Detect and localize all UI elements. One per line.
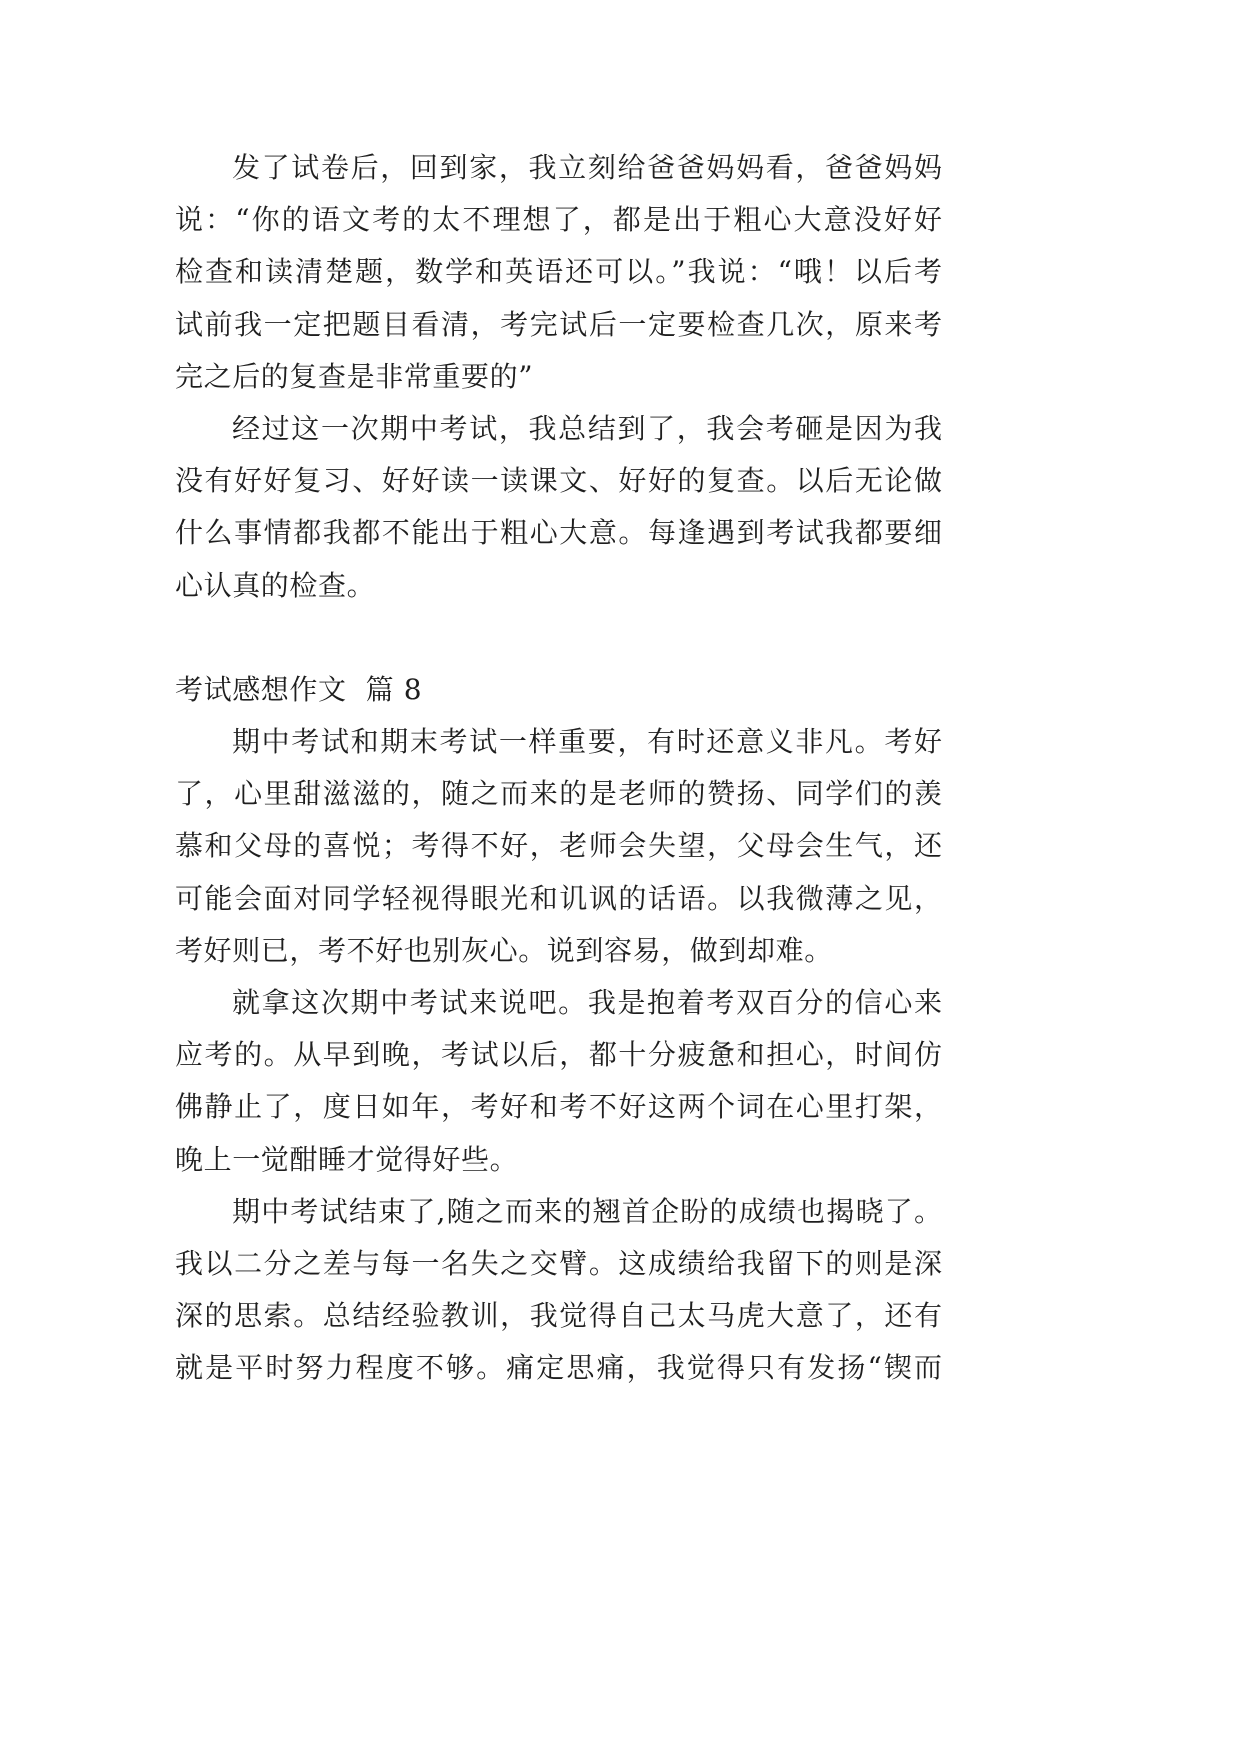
paragraph-line: 可能会面对同学轻视得眼光和讥讽的话语。以我微薄之见， — [175, 881, 942, 915]
paragraph-line: 佛静止了，度日如年，考好和考不好这两个词在心里打架， — [175, 1090, 942, 1124]
blank-line — [175, 612, 942, 664]
text-column — [175, 142, 942, 1395]
paragraph-line: 就拿这次期中考试来说吧。我是抱着考双百分的信心来 — [232, 986, 942, 1019]
paragraph-line: 没有好好复习、好好读一读课文、好好的复查。以后无论做 — [175, 464, 942, 498]
paragraph-line: 心认真的检查。 — [175, 568, 376, 602]
paragraph-3 — [175, 716, 942, 977]
paragraph-line: 了，心里甜滋滋的，随之而来的是老师的赞扬、同学们的羡 — [175, 777, 942, 811]
paragraph-line: 期中考试结束了,随之而来的翘首企盼的成绩也揭晓了。 — [232, 1194, 942, 1228]
paragraph-line: 期中考试和期末考试一样重要，有时还意义非凡。考好 — [232, 725, 942, 759]
paragraph-line: 晚上一觉酣睡才觉得好些。 — [175, 1142, 519, 1176]
paragraph-line: 慕和父母的喜悦；考得不好，老师会失望，父母会生气，还 — [175, 829, 942, 863]
paragraph-line: 应考的。从早到晚，考试以后，都十分疲惫和担心，时间仿 — [175, 1038, 942, 1072]
paragraph-line: 发了试卷后，回到家，我立刻给爸爸妈妈看，爸爸妈妈 — [232, 151, 942, 184]
paragraph-line: 考好则已，考不好也别灰心。说到容易，做到却难。 — [175, 933, 833, 967]
paragraph-line: 经过这一次期中考试，我总结到了，我会考砸是因为我 — [232, 411, 942, 445]
paragraph-line: 完之后的复查是非常重要的” — [175, 359, 534, 393]
paragraph-2 — [175, 403, 942, 612]
paragraph-line: 检查和读清楚题，数学和英语还可以。”我说：“哦！以后考 — [175, 255, 942, 289]
paragraph-4 — [175, 977, 942, 1186]
paragraph-5 — [175, 1186, 942, 1395]
paragraph-line: 我以二分之差与每一名失之交臂。这成绩给我留下的则是深 — [175, 1246, 942, 1280]
paragraph-line: 什么事情都我都不能出于粗心大意。每逢遇到考试我都要细 — [175, 516, 942, 550]
paragraph-line: 深的思索。总结经验教训，我觉得自己太马虎大意了，还有 — [175, 1299, 942, 1333]
paragraph-line: 试前我一定把题目看清，考完试后一定要检查几次，原来考 — [175, 307, 942, 341]
section-heading: 考试感想作文 篇 8 — [175, 672, 423, 706]
paragraph-1 — [175, 142, 942, 403]
paragraph-line: 就是平时努力程度不够。痛定思痛，我觉得只有发扬“锲而 — [175, 1351, 942, 1385]
paragraph-line: 说：“你的语文考的太不理想了，都是出于粗心大意没好好 — [175, 203, 942, 237]
